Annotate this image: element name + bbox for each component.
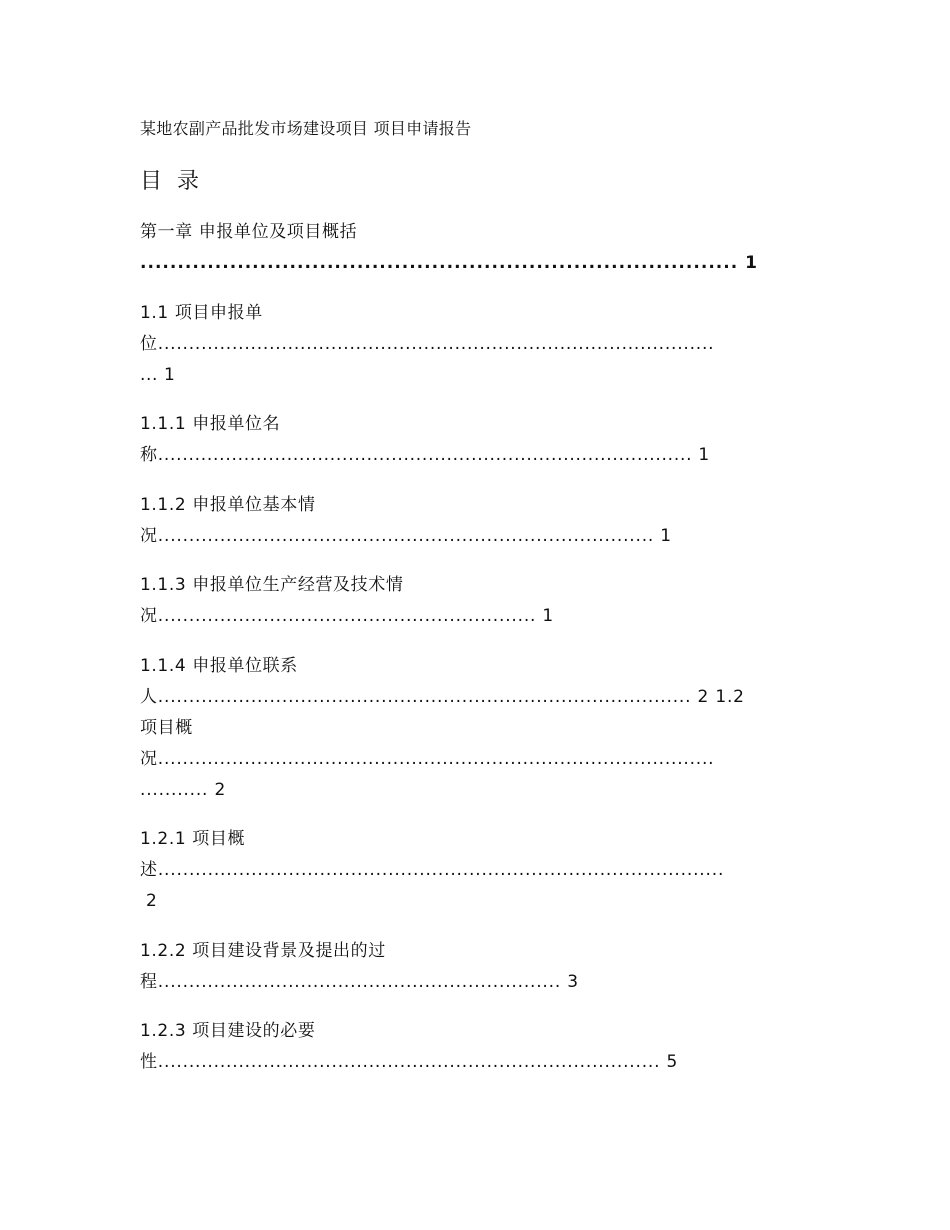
toc-entry-1-2-1-page[interactable]: 2 bbox=[140, 891, 158, 911]
toc-entry-1-1-2-leader[interactable]: 况................................................................................ 1 bbox=[140, 526, 672, 546]
toc-entry-1-1-4-leader[interactable]: 人...................................................................................... 2 1.2 bbox=[140, 687, 745, 707]
toc-entry-1-1-4-title[interactable]: 1.1.4 申报单位联系 bbox=[140, 656, 298, 676]
toc-heading: 目 录 bbox=[140, 169, 203, 194]
toc-entry-1-1-3-leader[interactable]: 况............................................................. 1 bbox=[140, 606, 555, 626]
toc-entry-1-1-page[interactable]: ... 1 bbox=[140, 365, 176, 385]
toc-entry-1-2-2-leader[interactable]: 程................................................................. 3 bbox=[140, 972, 579, 992]
toc-entry-1-1-title[interactable]: 1.1 项目申报单 bbox=[140, 303, 263, 323]
toc-entry-1-2-leader[interactable]: 况.......................................................................................... bbox=[140, 749, 715, 769]
toc-entry-1-1-2-title[interactable]: 1.1.2 申报单位基本情 bbox=[140, 495, 316, 515]
toc-entry-1-2-3-title[interactable]: 1.2.3 项目建设的必要 bbox=[140, 1021, 316, 1041]
toc-entry-1-2-1-title[interactable]: 1.2.1 项目概 bbox=[140, 829, 246, 849]
toc-entry-chapter-1-leader[interactable]: ................................................................................ 1 bbox=[140, 253, 759, 273]
toc-entry-1-2-1-leader[interactable]: 述........................................................................................... bbox=[140, 860, 725, 880]
toc-entry-1-2-2-title[interactable]: 1.2.2 项目建设背景及提出的过 bbox=[140, 941, 386, 961]
toc-entry-chapter-1-title[interactable]: 第一章 申报单位及项目概括 bbox=[140, 222, 358, 242]
toc-entry-1-1-1-leader[interactable]: 称....................................................................................... 1 bbox=[140, 445, 710, 465]
toc-entry-1-1-leader[interactable]: 位.......................................................................................... bbox=[140, 334, 715, 354]
toc-entry-1-1-3-title[interactable]: 1.1.3 申报单位生产经营及技术情 bbox=[140, 575, 404, 595]
toc-entry-1-2-title[interactable]: 项目概 bbox=[140, 718, 193, 738]
toc-entry-1-2-page[interactable]: ........... 2 bbox=[140, 780, 227, 800]
document-header: 某地农副产品批发市场建设项目 项目申请报告 bbox=[140, 119, 472, 138]
toc-entry-1-1-1-title[interactable]: 1.1.1 申报单位名 bbox=[140, 414, 281, 434]
toc-entry-1-2-3-leader[interactable]: 性................................................................................. 5 bbox=[140, 1052, 679, 1072]
